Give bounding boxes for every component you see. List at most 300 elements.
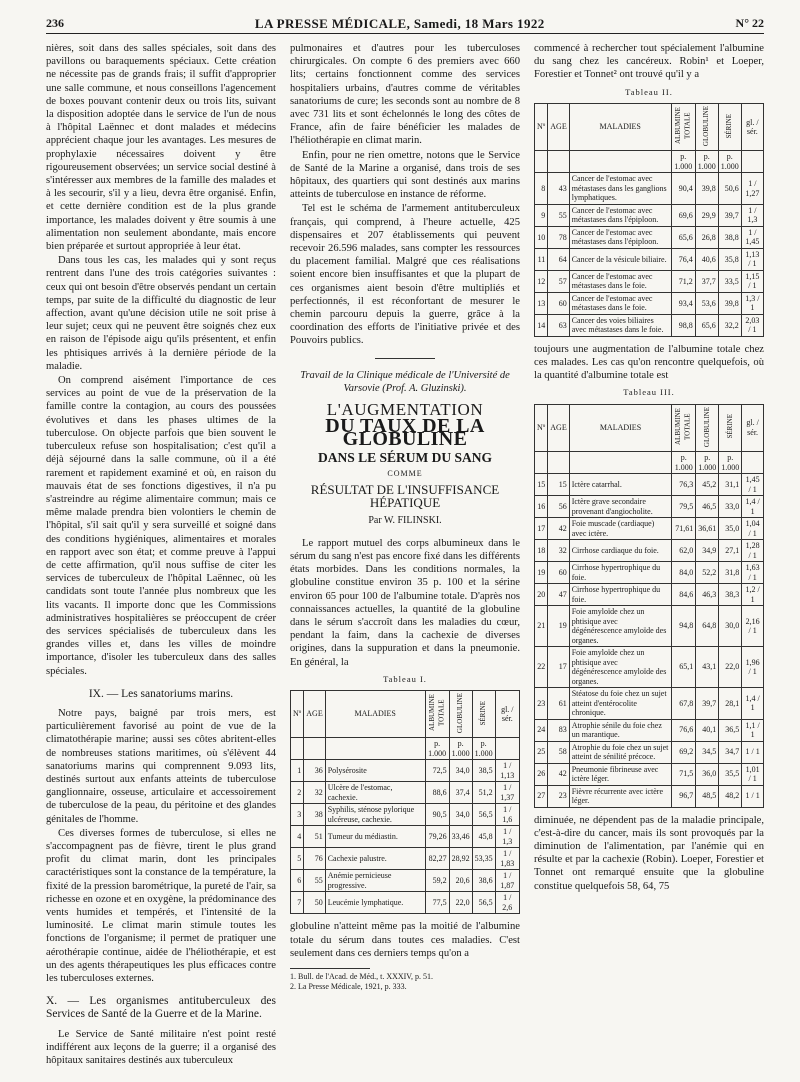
table-cell: 84,0 <box>672 562 696 584</box>
table-cell: 8 <box>535 173 548 205</box>
table-cell: 43 <box>548 173 569 205</box>
col-header-label: ALBUMINE TOTALE <box>673 107 692 145</box>
table-cell: 90,5 <box>425 804 449 826</box>
table-cell: 50,6 <box>718 173 741 205</box>
table-cell: 38,8 <box>718 226 741 248</box>
table-cell: 1 / 1,45 <box>741 226 763 248</box>
table-cell: 1,3 / 1 <box>741 292 763 314</box>
table-row <box>291 892 520 914</box>
table-cell: 29,9 <box>695 204 718 226</box>
table-cell: 32,2 <box>718 314 741 336</box>
unit-cell-empty <box>291 738 304 760</box>
table-cell: 1 / 1,87 <box>495 870 519 892</box>
table-cell: Foie muscade (cardiaque) avec ictère. <box>569 518 672 540</box>
unit-cell: p. 1.000 <box>449 738 472 760</box>
col-header-maladies: MALADIES <box>569 103 671 151</box>
table-cell: 1,96 / 1 <box>742 647 764 688</box>
table-row <box>535 270 764 292</box>
table-cell: 69,2 <box>672 741 696 763</box>
table-cell: 45,8 <box>472 826 495 848</box>
col-header-alb <box>425 690 449 738</box>
table-row <box>291 782 520 804</box>
table-cell: 36,0 <box>696 763 719 785</box>
column-3 <box>534 42 764 1068</box>
table-cell: 10 <box>535 226 548 248</box>
article-affiliation: Travail de la Clinique médicale de l'Université de Varsovie (Prof. A. Gluzinski). <box>300 369 510 394</box>
col-header-glo <box>449 690 472 738</box>
table-cell: 53,6 <box>695 292 718 314</box>
table-cell: 78 <box>548 226 569 248</box>
paragraph: nières, soit dans des salles spéciales, soit dans des pavillons ou baraquements spéciaux. Cette création ne nécessite pas de grands frais; il suffit d'approprier une salle commune, et nous conseillons l'agencement de boxes pouvant contenir deux ou trois lits, suivant la disposition adoptée dans le service de l'un de nous à l'hôpital Laënnec et dont malades et médecins apprécient chaque jour les avantages. Les mesures de prophylaxie nécessaires doivent y être rigoureusement observées; un service social destiné à s'intéresser aux membres de la famille des malades et à les secourir, s'il y a lieu, devra être organisé. Enfin, et cette dernière condition est de la plus grande importance, les malades doivent y être soumis à une alimentation non seulement abondante, mais encore bien préparée et surtout appropriée à leur état. <box>46 43 276 253</box>
table-cell: 22,0 <box>449 892 472 914</box>
col-header-no: Nº <box>535 103 548 151</box>
table-cell: 36,61 <box>696 518 719 540</box>
table-cell: 20,6 <box>449 870 472 892</box>
paragraph: Dans tous les cas, les malades qui y sont reçus rentrent dans l'une des trois catégories suivantes : ceux qui ont besoin d'être observés pendant un certain temps, par suite de la difficulté du diagnostic de leur affection, avant qu'une décision utile ne soit prise à leur sujet; ceux qui ne peuvent être soignés chez eux en raison de l'épisode aigu qu'ils présentent, et enfin les phtisiques arrivés à la dernière période de la maladie. <box>46 255 276 372</box>
table-row <box>535 204 764 226</box>
col-header-label: GLOBULINE <box>455 692 464 733</box>
table-caption: Tableau II. <box>625 86 673 97</box>
table-cell: 1,2 / 1 <box>742 584 764 606</box>
col-header-ratio: gl. / sér. <box>742 404 764 452</box>
unit-cell: p. 1.000 <box>425 738 449 760</box>
table-cell: 21 <box>535 606 548 647</box>
table-cell: 1 / 1,83 <box>495 848 519 870</box>
table-row <box>291 826 520 848</box>
article-title-line: DU TAUX DE LA GLOBULINE <box>325 415 485 451</box>
paragraph: commencé à rechercher tout spécialement l'albumine du sang chez les cancéreux. Robin¹ et Loeper, Forestier et Tonnet² ont trouvé qu'il y a <box>534 43 764 81</box>
table-row <box>291 804 520 826</box>
table-cell: Foie amyloïde chez un phtisique avec dégénérescence amyloïde des organes. <box>569 647 672 688</box>
table-cell: 56 <box>548 496 569 518</box>
table-cell: 55 <box>548 204 569 226</box>
table-cell: 33,5 <box>718 270 741 292</box>
table-cell: 1,45 / 1 <box>742 474 764 496</box>
table-cell: 1 / 2,6 <box>495 892 519 914</box>
table-cell: 27,1 <box>719 540 742 562</box>
table-cell: 53,35 <box>472 848 495 870</box>
table-cell: Atrophie sénile du foie chez un marantique. <box>569 719 672 741</box>
table-cell: 31,1 <box>719 474 742 496</box>
table-cell: 16 <box>535 496 548 518</box>
table-row <box>291 760 520 782</box>
table-cell: 59,2 <box>425 870 449 892</box>
table-cell: 64,8 <box>696 606 719 647</box>
table-unit-row <box>535 151 764 173</box>
paragraph: toujours une augmentation de l'albumine totale chez ces malades. Les cas qu'on rencontre quelquefois, où la quantité d'albumine totale est <box>534 343 764 382</box>
table-row <box>291 848 520 870</box>
table-cell: Cancer de l'estomac avec métastases dans les ganglions lymphatiques. <box>569 173 671 205</box>
table-cell: 6 <box>291 870 304 892</box>
table-cell: 25 <box>535 741 548 763</box>
table-cell: 1 / 1,3 <box>741 204 763 226</box>
table-cell: 40,1 <box>696 719 719 741</box>
col-header-no: Nº <box>291 690 304 738</box>
table-cell: 15 <box>535 474 548 496</box>
table-cell: 93,4 <box>671 292 695 314</box>
col-header-ratio: gl. / sér. <box>495 690 519 738</box>
table-cell: 60 <box>548 292 569 314</box>
table-cell: 31,8 <box>719 562 742 584</box>
table-cell: 33,46 <box>449 826 472 848</box>
col-header-label: ALBUMINE TOTALE <box>427 694 446 732</box>
table-cell: 36 <box>304 760 325 782</box>
table-cell: 9 <box>535 204 548 226</box>
table-cell: 1,04 / 1 <box>742 518 764 540</box>
table-2 <box>534 103 764 337</box>
table-cell: 46,5 <box>696 496 719 518</box>
table-unit-row <box>535 452 764 474</box>
table-caption: Tableau III. <box>623 387 675 398</box>
table-cell: 76 <box>304 848 325 870</box>
table-cell: 90,4 <box>671 173 695 205</box>
table-cell: 24 <box>535 719 548 741</box>
table-cell: 77,5 <box>425 892 449 914</box>
article-title-line: RÉSULTAT DE L'INSUFFISANCE HÉPATIQUE <box>310 482 500 511</box>
table-cell: 60 <box>548 562 569 584</box>
table-cell: 42 <box>548 763 569 785</box>
table-cell: 5 <box>291 848 304 870</box>
table-cell: 7 <box>291 892 304 914</box>
col-header-label: ALBUMINE TOTALE <box>674 408 692 446</box>
table-cell: 35,5 <box>719 763 742 785</box>
table-cell: 56,5 <box>472 804 495 826</box>
table-cell: 1 / 1,27 <box>741 173 763 205</box>
table-cell: 51 <box>304 826 325 848</box>
col-header-age: AGE <box>548 404 569 452</box>
table-header-row <box>535 103 764 151</box>
table-cell: Cirrhose hypertrophique du foie. <box>569 562 672 584</box>
table-cell: Atrophie du foie chez un sujet atteint de sénilité précoce. <box>569 741 672 763</box>
unit-cell-empty <box>535 151 548 173</box>
table-cell: 98,8 <box>671 314 695 336</box>
unit-cell: p. 1.000 <box>696 452 719 474</box>
table-cell: 79,26 <box>425 826 449 848</box>
table-cell: Cancer de la vésicule biliaire. <box>569 248 671 270</box>
unit-cell-empty <box>548 452 569 474</box>
col-header-glo <box>696 404 719 452</box>
table-cell: 65,6 <box>695 314 718 336</box>
col-header-maladies: MALADIES <box>325 690 425 738</box>
table-cell: 4 <box>291 826 304 848</box>
table-cell: 71,5 <box>672 763 696 785</box>
table-cell: 37,7 <box>695 270 718 292</box>
table-cell: 34,7 <box>719 741 742 763</box>
table-cell: 34,0 <box>449 760 472 782</box>
table-cell: 40,6 <box>695 248 718 270</box>
table-cell: 36,5 <box>719 719 742 741</box>
table-row <box>535 763 764 785</box>
table-cell: 46,3 <box>696 584 719 606</box>
table-cell: 76,3 <box>672 474 696 496</box>
table-1 <box>290 690 520 915</box>
section-heading: IX. — Les sanatoriums marins. <box>88 687 234 700</box>
table-cell: 47 <box>548 584 569 606</box>
table-cell: 65,6 <box>671 226 695 248</box>
table-cell: 65,1 <box>672 647 696 688</box>
table-cell: Cancer de l'estomac avec métastases dans l'épiploon. <box>569 204 671 226</box>
table-cell: 17 <box>535 518 548 540</box>
table-cell: 19 <box>535 562 548 584</box>
table-cell: Cancer des voies biliaires avec métastases dans le foie. <box>569 314 671 336</box>
col-header-alb <box>672 404 696 452</box>
col-header-label: SÉRINE <box>478 700 487 726</box>
table-cell: Stéatose du foie chez un sujet atteint d'entérocolite chronique. <box>569 688 672 720</box>
table-cell: 50 <box>304 892 325 914</box>
col-header-label: GLOBULINE <box>701 105 710 146</box>
table-cell: 23 <box>548 785 569 807</box>
table-cell: 1,15 / 1 <box>741 270 763 292</box>
running-header <box>46 14 764 34</box>
table-cell: 55 <box>304 870 325 892</box>
col-header-label: SÉRINE <box>725 414 734 439</box>
page-number: 236 <box>46 15 64 30</box>
table-cell: 96,7 <box>672 785 696 807</box>
table-cell: 56,5 <box>472 892 495 914</box>
table-cell: 1 / 1 <box>742 785 764 807</box>
unit-cell: p. 1.000 <box>671 151 695 173</box>
table-cell: 2,16 / 1 <box>742 606 764 647</box>
table-cell: 1 / 1,13 <box>495 760 519 782</box>
unit-cell-empty <box>742 452 764 474</box>
table-cell: 23 <box>535 688 548 720</box>
paragraph: Ces diverses formes de tuberculose, si elles ne s'accompagnent pas de fièvre, tirent le plus grand profit du climat marin, dont les principales caractéristiques sont la constance de la température, la fixité de la pression barométrique, la pureté de l'air, sa richesse en ozone et en oxygène, la prédominance des vents humides et tempérés, et l'intensité de la luminosité. Le climat marin stimule toutes les fonctions de l'organisme; il permet de pratiquer une aérothérapie continue, aidée de l'héliothérapie, et est un des agents thérapeutiques les plus efficaces contre les tuberculoses externes. <box>46 827 277 985</box>
table-cell: Foie amyloïde chez un phtisique avec dégénérescence amyloïde des organes. <box>569 606 672 647</box>
table-cell: 39,8 <box>718 292 741 314</box>
table-cell: Cancer de l'estomac avec métastases dans le foie. <box>569 292 671 314</box>
column-1 <box>46 42 276 1068</box>
article-title-line: L'AUGMENTATION <box>326 400 484 420</box>
table-cell: 27 <box>535 785 548 807</box>
table-cell: 3 <box>291 804 304 826</box>
unit-cell: p. 1.000 <box>718 151 741 173</box>
table-cell: 1 / 1,37 <box>495 782 519 804</box>
table-cell: Ulcère de l'estomac, cachexie. <box>325 782 425 804</box>
table-cell: Cancer de l'estomac avec métastases dans l'épiploon. <box>569 226 671 248</box>
table-cell: 42 <box>548 518 569 540</box>
table-row <box>535 540 764 562</box>
paragraph: Notre pays, baigné par trois mers, est particulièrement favorisé au point de vue de la climatothérapie marine; aussi ses côtes abritent-elles de nombreuses stations maritimes, où s'élèvent 44 sanatoriums marins qui comprennent 9.093 lits, destinés surtout aux enfants atteints de tuberculose ganglionnaire, osseuse, articulaire et accessoirement de tuberculose de la peau, du péritoine et des glandes génitales de l'homme. <box>46 707 276 825</box>
table-cell: 34,5 <box>696 741 719 763</box>
col-header-label: GLOBULINE <box>702 406 711 447</box>
divider <box>375 358 435 359</box>
col-header-ser <box>472 690 495 738</box>
table-cell: 33,0 <box>719 496 742 518</box>
table-cell: 13 <box>535 292 548 314</box>
table-cell: 63 <box>548 314 569 336</box>
table-cell: 28,92 <box>449 848 472 870</box>
table-cell: 48,2 <box>719 785 742 807</box>
table-cell: 61 <box>548 688 569 720</box>
table-3 <box>534 404 764 808</box>
table-cell: 39,7 <box>718 204 741 226</box>
table-cell: 64 <box>548 248 569 270</box>
table-cell: 38 <box>304 804 325 826</box>
table-cell: Polysérosite <box>325 760 425 782</box>
unit-cell-empty <box>325 738 425 760</box>
table-row <box>535 474 764 496</box>
table-cell: 62,0 <box>672 540 696 562</box>
table-cell: Leucémie lymphatique. <box>325 892 425 914</box>
table-cell: 72,5 <box>425 760 449 782</box>
table-cell: 67,8 <box>672 688 696 720</box>
unit-cell: p. 1.000 <box>695 151 718 173</box>
unit-cell-empty <box>535 452 548 474</box>
table-cell: 52,2 <box>696 562 719 584</box>
table-cell: 28,1 <box>719 688 742 720</box>
table-row <box>535 562 764 584</box>
table-row <box>535 584 764 606</box>
footnote: 1. Bull. de l'Acad. de Méd., t. XXXIV, p. 51. <box>290 972 434 982</box>
table-cell: 1 <box>291 760 304 782</box>
table-row <box>535 248 764 270</box>
table-cell: 35,8 <box>718 248 741 270</box>
table-cell: 12 <box>535 270 548 292</box>
table-cell: 1,01 / 1 <box>742 763 764 785</box>
unit-cell-empty <box>741 151 763 173</box>
table-cell: 69,6 <box>671 204 695 226</box>
table-cell: 1,4 / 1 <box>742 688 764 720</box>
table-cell: 38,3 <box>719 584 742 606</box>
paragraph: Le Service de Santé militaire n'est point resté indifférent aux leçons de la guerre; il a organisé des hôpitaux sanitaires destinés aux tuberculeux <box>46 1028 276 1067</box>
table-cell: 32 <box>304 782 325 804</box>
table-row <box>535 496 764 518</box>
paragraph: Enfin, pour ne rien omettre, notons que le Service de Santé de la Marine a organisé, dans trois de ses hôpitaux, des quartiers qui sont destinés aux marins atteints de tuberculose en instance de réforme. <box>290 149 520 201</box>
table-cell: 45,2 <box>696 474 719 496</box>
table-cell: 84,6 <box>672 584 696 606</box>
col-header-ser <box>718 103 741 151</box>
issue-number: N° 22 <box>735 15 764 30</box>
section-heading: X. — Les organismes antituberculeux des Services de Santé de la Guerre et de la Marine. <box>46 995 276 1021</box>
table-cell: Anémie pernicieuse progressive. <box>325 870 425 892</box>
article-title-line: COMME <box>387 468 423 478</box>
table-header-row <box>291 690 520 738</box>
table-cell: 11 <box>535 248 548 270</box>
table-cell: 1 / 1,6 <box>495 804 519 826</box>
table-cell: 39,7 <box>696 688 719 720</box>
paragraph: pulmonaires et d'autres pour les tuberculoses chirurgicales. On compte 6 des premiers avec 660 lits; certains fonctionnent comme des services hospitaliers urbains, d'autres comme de véritables sanatoriums de cure; les seconds sont au nombre de 8 avec 731 lits et sont échelonnés le long des côtes de France, afin de faire bénéficier les malades de l'héliothérapie en climat marin. <box>290 43 520 147</box>
table-cell: Ictère catarrhal. <box>569 474 672 496</box>
col-header-glo <box>695 103 718 151</box>
table-cell: 34,0 <box>449 804 472 826</box>
table-cell: 37,4 <box>449 782 472 804</box>
col-header-age: AGE <box>304 690 325 738</box>
table-cell: 1 / 1,3 <box>495 826 519 848</box>
table-cell: 1 / 1 <box>742 741 764 763</box>
unit-cell-empty <box>569 151 671 173</box>
unit-cell: p. 1.000 <box>672 452 696 474</box>
table-cell: 26,8 <box>695 226 718 248</box>
table-cell: Cirrhose cardiaque du foie. <box>569 540 672 562</box>
table-cell: 38,6 <box>472 870 495 892</box>
table-cell: Cachexie palustre. <box>325 848 425 870</box>
table-cell: 2 <box>291 782 304 804</box>
table-row <box>535 606 764 647</box>
table-cell: Syphilis, sténose pylorique ulcéreuse, cachexie. <box>325 804 425 826</box>
table-cell: 26 <box>535 763 548 785</box>
unit-cell-empty <box>569 452 672 474</box>
table-cell: 1,1 / 1 <box>742 719 764 741</box>
table-cell: 34,9 <box>696 540 719 562</box>
table-row <box>535 741 764 763</box>
paragraph: On comprend aisément l'importance de ces services au point de vue de la préservation de la famille contre la contagion, au cours des poussées évolutives et dans les phases ultimes de la tuberculose. On objecte parfois que bien souvent le tuberculeux refuse son hospitalisation; c'est qu'il a déjà séjourné dans la salle commune, où il a été rarement et rapidement examiné et où, en raison du mauvais état de ses fonctions digestives, il n'a pu s'astreindre au régime alimentaire commun; mais ce même malade prendra bien volontiers le chemin de l'hôpital, s'il sait qu'il y sera surveillé et soigné dans des conditions hygiéniques, alimentaires et morales en rapport avec son état; et comme preuve à l'appui de cette affirmation, qu'il nous suffise de citer les services de tuberculeux de l'hôpital Laënnec, où les candidats sont toute l'année plus nombreux que les lits vacants. Il importe donc que les Commissions administratives hospitalières se préoccupent de créer des services spécialisés de tuberculeux dans les grandes villes et, dans les villes de moindre importance, d'isoler les tuberculeux dans des salles spéciales. <box>46 375 276 677</box>
table-cell: 51,2 <box>472 782 495 804</box>
col-header-label: SÉRINE <box>724 113 733 139</box>
table-cell: 76,4 <box>671 248 695 270</box>
paragraph: diminuée, ne dépendent pas de la maladie principale, c'est-à-dire du cancer, mais ils sont provoqués par la diminution de l'alimentation, par l'anémie qui en résulte et par la cachexie (Robin). Loeper, Forestier et Tonnet ont remarqué ensuite que la globuline constitue quelquefois 58, 64, 75 <box>534 814 764 892</box>
table-cell: 58 <box>548 741 569 763</box>
table-cell: 83 <box>548 719 569 741</box>
col-header-maladies: MALADIES <box>569 404 672 452</box>
table-cell: 1,63 / 1 <box>742 562 764 584</box>
table-header-row <box>535 404 764 452</box>
table-cell: Cirrhose hypertrophique du foie. <box>569 584 672 606</box>
table-row <box>535 173 764 205</box>
table-row <box>535 688 764 720</box>
table-cell: 35,0 <box>719 518 742 540</box>
table-cell: Pneumonie fibrineuse avec ictère léger. <box>569 763 672 785</box>
table-cell: 20 <box>535 584 548 606</box>
unit-cell-empty <box>304 738 325 760</box>
table-row <box>535 647 764 688</box>
unit-cell-empty <box>548 151 569 173</box>
table-row <box>291 870 520 892</box>
article-title-line: DANS LE SÉRUM DU SANG <box>317 449 493 465</box>
col-header-alb <box>671 103 695 151</box>
paragraph: globuline n'atteint même pas la moitié de l'albumine totale du sérum dans toutes ces maladies. C'est seulement dans ces derniers temps qu'on a <box>290 921 520 959</box>
table-row <box>535 518 764 540</box>
table-cell: Cancer de l'estomac avec métastases dans le foie. <box>569 270 671 292</box>
table-cell: 38,5 <box>472 760 495 782</box>
column-2 <box>290 42 520 1068</box>
table-cell: 71,2 <box>671 270 695 292</box>
columns <box>46 42 764 1068</box>
table-cell: 18 <box>535 540 548 562</box>
col-header-no: Nº <box>535 404 548 452</box>
table-cell: 30,0 <box>719 606 742 647</box>
unit-cell-empty <box>495 738 519 760</box>
table-cell: 1,4 / 1 <box>742 496 764 518</box>
table-cell: 2,03 / 1 <box>741 314 763 336</box>
table-cell: 88,6 <box>425 782 449 804</box>
table-cell: 43,1 <box>696 647 719 688</box>
table-caption: Tableau I. <box>383 673 427 684</box>
table-row <box>535 314 764 336</box>
table-cell: Ictère grave secondaire provenant d'angiocholite. <box>569 496 672 518</box>
footnote: 2. La Presse Médicale, 1921, p. 333. <box>290 982 407 992</box>
table-cell: 39,8 <box>695 173 718 205</box>
table-cell: 22 <box>535 647 548 688</box>
col-header-ser <box>719 404 742 452</box>
table-row <box>535 785 764 807</box>
table-cell: 94,8 <box>672 606 696 647</box>
table-cell: 71,61 <box>672 518 696 540</box>
unit-cell: p. 1.000 <box>472 738 495 760</box>
article-header <box>290 369 520 527</box>
table-cell: 79,5 <box>672 496 696 518</box>
article-author: Par W. FILINSKI. <box>368 514 442 526</box>
journal-title: LA PRESSE MÉDICALE, Samedi, 18 Mars 1922 <box>254 15 545 31</box>
table-row <box>535 292 764 314</box>
table-cell: 14 <box>535 314 548 336</box>
table-cell: 82,27 <box>425 848 449 870</box>
col-header-ratio: gl. / sér. <box>741 103 763 151</box>
table-cell: 1,28 / 1 <box>742 540 764 562</box>
table-cell: 1,13 / 1 <box>741 248 763 270</box>
table-cell: 17 <box>548 647 569 688</box>
table-cell: Tumeur du médiastin. <box>325 826 425 848</box>
table-cell: 19 <box>548 606 569 647</box>
